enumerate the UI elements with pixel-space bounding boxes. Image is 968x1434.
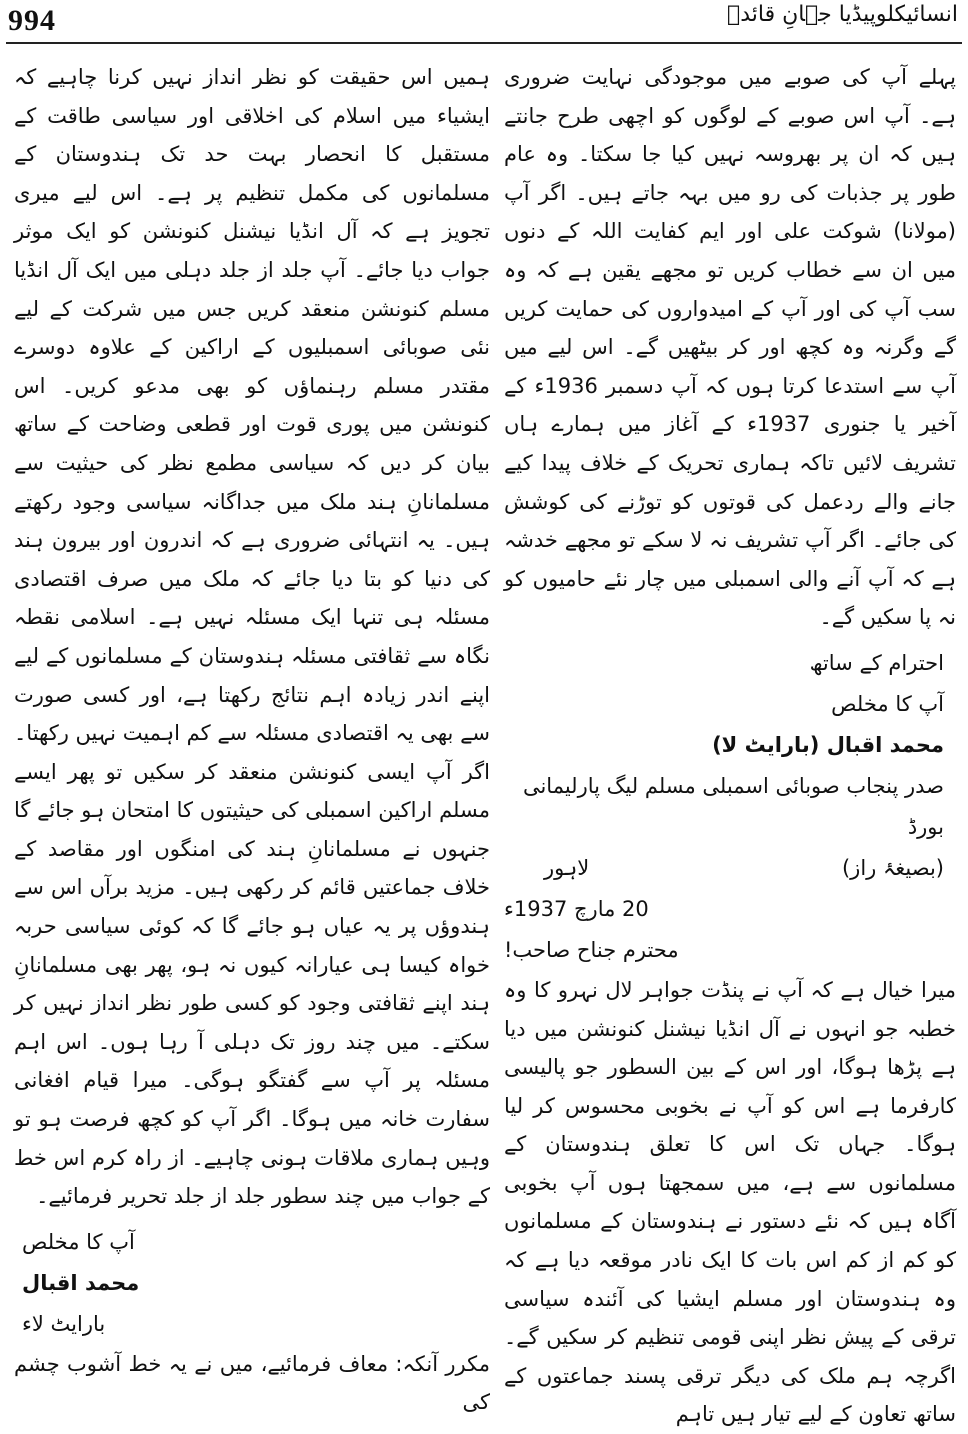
left-paragraph-1: ہمیں اس حقیقت کو نظر انداز نہیں کرنا چاہیے کہ ایشیاء میں اسلام کی اخلاقی اور سیاسی طاقت کے مستقبل کا انحصار بہت حد تک ہندوستان کے مسلمانوں کی مکمل تنظیم پر ہے۔ اس لیے میری تجویز ہے کہ آل انڈیا نیشنل کنونشن کو ایک موثر جواب دیا جائے۔ آپ جلد از جلد دہلی میں ایک آل انڈیا مسلم کنونشن منعقد کریں جس میں شرکت کے لیے نئی صوبائی اسمبلیوں کے اراکین کے علاوہ دوسرے مقتدر مسلم رہنماؤں کو بھی مدعو کریں۔ اس کنونشن میں پوری قوت اور قطعی وضاحت کے ساتھ بیان کر دیں کہ سیاسی مطمع نظر کی حیثیت سے مسلمانانِ ہند ملک میں جداگانہ سیاسی وجود رکھتے ہیں۔ یہ انتہائی ضروری ہے کہ اندرون اور بیرون ہند کی دنیا کو بتا دیا جائے کہ ملک میں صرف اقتصادی مسئلہ ہی تنہا ایک مسئلہ نہیں ہے۔ اسلامی نقطہ نگاہ سے ثقافتی مسئلہ ہندوستان کے مسلمانوں کے لیے اپنے اندر زیادہ اہم نتائج رکھتا ہے، اور کسی صورت سے بھی یہ اقتصادی مسئلہ سے کم اہمیت نہیں رکھتا۔ اگر آپ ایسی کنونشن منعقد کر سکیں تو پھر ایسے مسلم اراکین اسمبلی کی حیثیتوں کا امتحان ہو جائے گا جنہوں نے مسلمانانِ ہند کی امنگوں اور مقاصد کے خلاف جماعتیں قائم کر رکھی ہیں۔ مزید برآں اس سے ہندوؤں پر یہ عیاں ہو جائے گا کہ کوئی سیاسی حربہ خواہ کیسا ہی عیارانہ کیوں نہ ہو، پھر بھی مسلمانانِ ہند اپنے ثقافتی وجود کو کسی طور نظر انداز نہیں کر سکتے۔ میں چند روز تک دہلی آ رہا ہوں۔ اس اہم مسئلہ پر آپ سے گفتگو ہوگی۔ میرا قیام افغانی سفارت خانہ میں ہوگا۔ اگر آپ کو کچھ فرصت ہو تو وہیں ہماری ملاقات ہونی چاہیے۔ از راہ کرم اس خط کے جواب میں چند سطور جلد از جلد تحریر فرمائیے۔ [14, 65, 490, 1209]
closing-respect: احترام کے ساتھ [809, 650, 944, 675]
signatory-name: محمد اقبال (بارایٹ لا) [712, 732, 944, 757]
right-paragraph-2: میرا خیال ہے کہ آپ نے پنڈت جواہر لال نہرو کا وہ خطبہ جو انہوں نے آل انڈیا نیشنل کنونشن میں دیا ہے پڑھا ہوگا، اور اس کے بین السطور جو پالیسی کارفرما ہے اس کو آپ نے بخوبی محسوس کر لیا ہوگا۔ جہاں تک اس کا تعلق ہندوستان کے مسلمانوں سے ہے، میں سمجھتا ہوں آپ بخوبی آگاہ ہیں کہ نئے دستور نے ہندوستان کے مسلمانوں کو کم از کم اس بات کا ایک نادر موقعہ دیا ہے کہ وہ ہندوستان اور مسلم ایشیا کی آئندہ سیاسی ترقی کے پیش نظر اپنی قومی تنظیم کر سکیں گے۔ اگرچہ ہم ملک کی دیگر ترقی پسند جماعتوں کے ساتھ تعاون کے لیے تیار ہیں تاہم [504, 977, 956, 1427]
running-title: انسائیکلوپیڈیا جہانِ قائدؒ [727, 2, 958, 27]
place-confidential-line [504, 848, 956, 889]
page-number: 994 [8, 4, 56, 37]
signatory-credential: بارایٹ لاء [22, 1311, 106, 1336]
confidential-note: (بصیغۂ راز) [841, 855, 944, 880]
right-paragraph-1: پہلے آپ کی صوبے میں موجودگی نہایت ضروری ہے۔ آپ اس صوبے کے لوگوں کو اچھی طرح جانتے ہیں کہ ان پر بھروسہ نہیں کیا جا سکتا۔ وہ عام طور پر جذبات کی رو میں بہہ جاتے ہیں۔ اگر آپ (مولانا) شوکت علی اور ایم کفایت اللہ کے دنوں میں ان سے خطاب کریں تو مجھے یقین ہے کہ وہ سب آپ کی اور آپ کے امیدواروں کی حمایت کریں گے وگرنہ وہ کچھ اور کر بیٹھیں گے۔ اس لیے میں آپ سے استدعا کرتا ہوں کہ آپ دسمبر 1936ء کے آخیر یا جنوری 1937ء کے آغاز میں ہمارے ہاں تشریف لائیں تاکہ ہماری تحریک کے خلاف پیدا کیے جانے والے ردعمل کی قوتوں کو توڑنے کی کوشش کی جائے۔ اگر آپ تشریف نہ لا سکے تو مجھے خدشہ ہے کہ آپ آنے والی اسمبلی میں چار نئے حامیوں کو نہ پا سکیں گے۔ [504, 65, 956, 630]
letter-salutation: محترم جناح صاحب! [504, 937, 679, 962]
signatory-title: صدر پنجاب صوبائی اسمبلی مسلم لیگ پارلیمانی بورڈ [522, 773, 944, 839]
closing-sincerely-2: آپ کا مخلص [22, 1229, 135, 1254]
page-header [0, 0, 968, 52]
letter-date: 20 مارچ 1937ء [504, 896, 649, 921]
postscript: مکرر آنکہ: معاف فرمائیے، میں نے یہ خط آشوب چشم کی [14, 1351, 490, 1415]
signatory-name-2: محمد اقبال [22, 1270, 140, 1295]
header-rule [6, 42, 962, 44]
closing-sincerely: آپ کا مخلص [831, 691, 944, 716]
right-column [504, 58, 956, 1427]
letter-place: لاہور [544, 855, 590, 880]
left-column [14, 58, 490, 1415]
